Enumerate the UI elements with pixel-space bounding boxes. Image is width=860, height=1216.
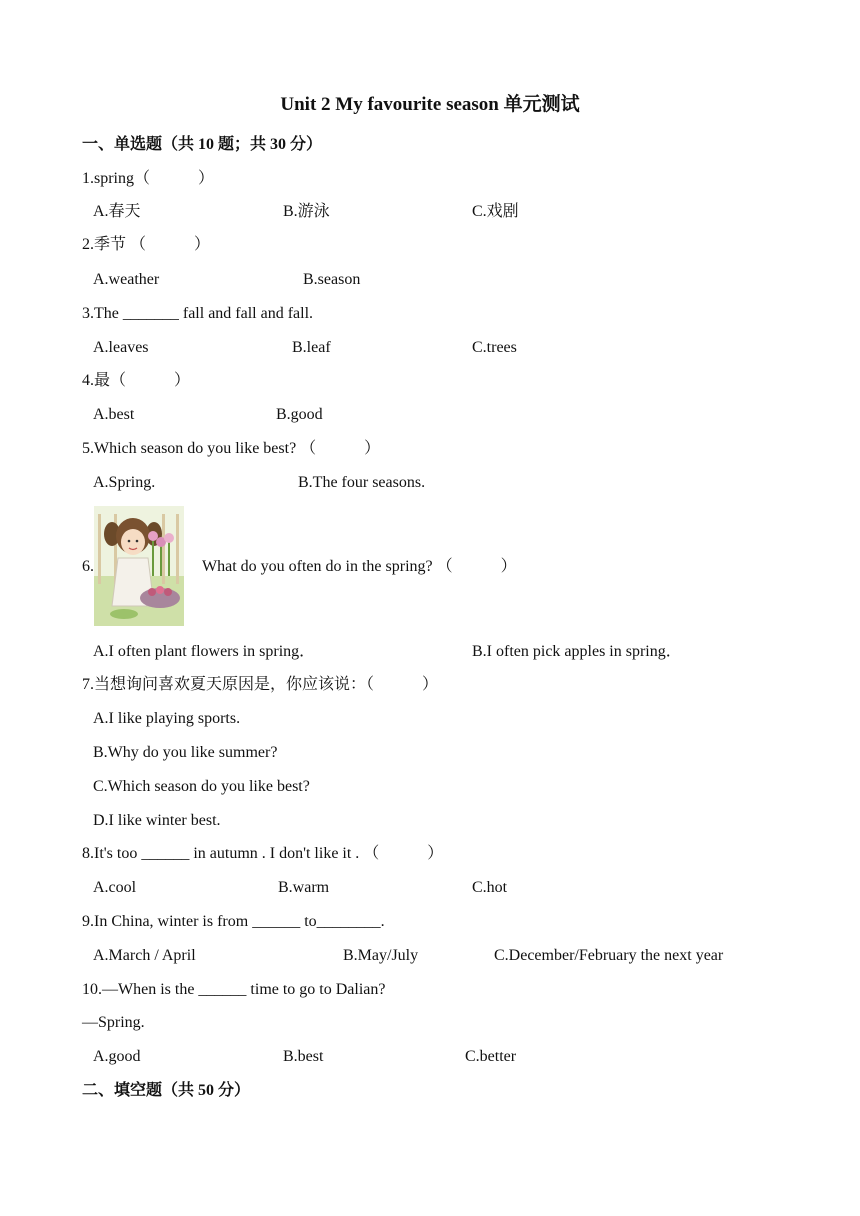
question-2-stem: 2.季节 （ ）: [82, 236, 211, 253]
question-9-option-a: A.March / April: [93, 947, 196, 964]
section-heading-multiple-choice: 一、单选题（共 10 题；共 30 分）: [82, 136, 323, 153]
question-7-option-d: D.I like winter best.: [93, 812, 221, 829]
question-8-option-b: B.warm: [278, 879, 330, 896]
question-5-option-a: A.Spring.: [93, 474, 156, 491]
question-8-option-c: C.hot: [472, 879, 508, 896]
question-10-option-c: C.better: [465, 1048, 517, 1065]
question-4-stem: 4.最（ ）: [82, 372, 191, 389]
question-7-option-a: A.I like playing sports.: [93, 710, 241, 727]
question-7-stem: 7.当想询问喜欢夏天原因是，你应该说：（ ）: [82, 676, 439, 693]
question-9-option-b: B.May/July: [343, 947, 419, 964]
question-1-option-c: C.戏剧: [472, 203, 519, 220]
question-5-option-b: B.The four seasons.: [298, 474, 426, 491]
question-7-option-c: C.Which season do you like best?: [93, 778, 310, 795]
section-heading-fill-in: 二、填空题（共 50 分）: [82, 1082, 251, 1099]
question-4-option-b: B.good: [276, 406, 323, 423]
question-3-option-c: C.trees: [472, 339, 517, 356]
question-9-stem: 9.In China, winter is from ______ to________.: [82, 913, 385, 930]
question-10-reply: —Spring.: [82, 1014, 145, 1031]
question-7-option-b: B.Why do you like summer?: [93, 744, 278, 761]
question-6-option-a: A.I often plant flowers in spring．: [93, 643, 316, 660]
question-4-option-a: A.best: [93, 406, 135, 423]
question-3-option-b: B.leaf: [292, 339, 331, 356]
question-1-stem: 1.spring（ ）: [82, 170, 215, 187]
question-9-option-c: C.December/February the next year: [494, 947, 724, 964]
question-10-stem: 10.—When is the ______ time to go to Dalian?: [82, 981, 386, 998]
question-6-number: 6.: [82, 558, 94, 575]
question-10-option-b: B.best: [283, 1048, 324, 1065]
question-2-option-b: B.season: [303, 271, 361, 288]
question-1-option-a: A.春天: [93, 203, 141, 220]
question-5-stem: 5.Which season do you like best? （ ）: [82, 440, 381, 457]
question-2-option-a: A.weather: [93, 271, 160, 288]
question-8-stem: 8.It's too ______ in autumn . I don't like it . （ ）: [82, 845, 444, 862]
question-3-option-a: A.leaves: [93, 339, 149, 356]
question-6-option-b: B.I often pick apples in spring．: [472, 643, 682, 660]
question-10-option-a: A.good: [93, 1048, 141, 1065]
question-8-option-a: A.cool: [93, 879, 137, 896]
page-title: Unit 2 My favourite season 单元测试: [280, 94, 580, 115]
question-1-option-b: B.游泳: [283, 203, 330, 220]
girl-planting-flowers-illustration: [94, 506, 184, 626]
question-6-stem: What do you often do in the spring? （ ）: [202, 558, 517, 575]
question-3-stem: 3.The _______ fall and fall and fall.: [82, 305, 314, 322]
